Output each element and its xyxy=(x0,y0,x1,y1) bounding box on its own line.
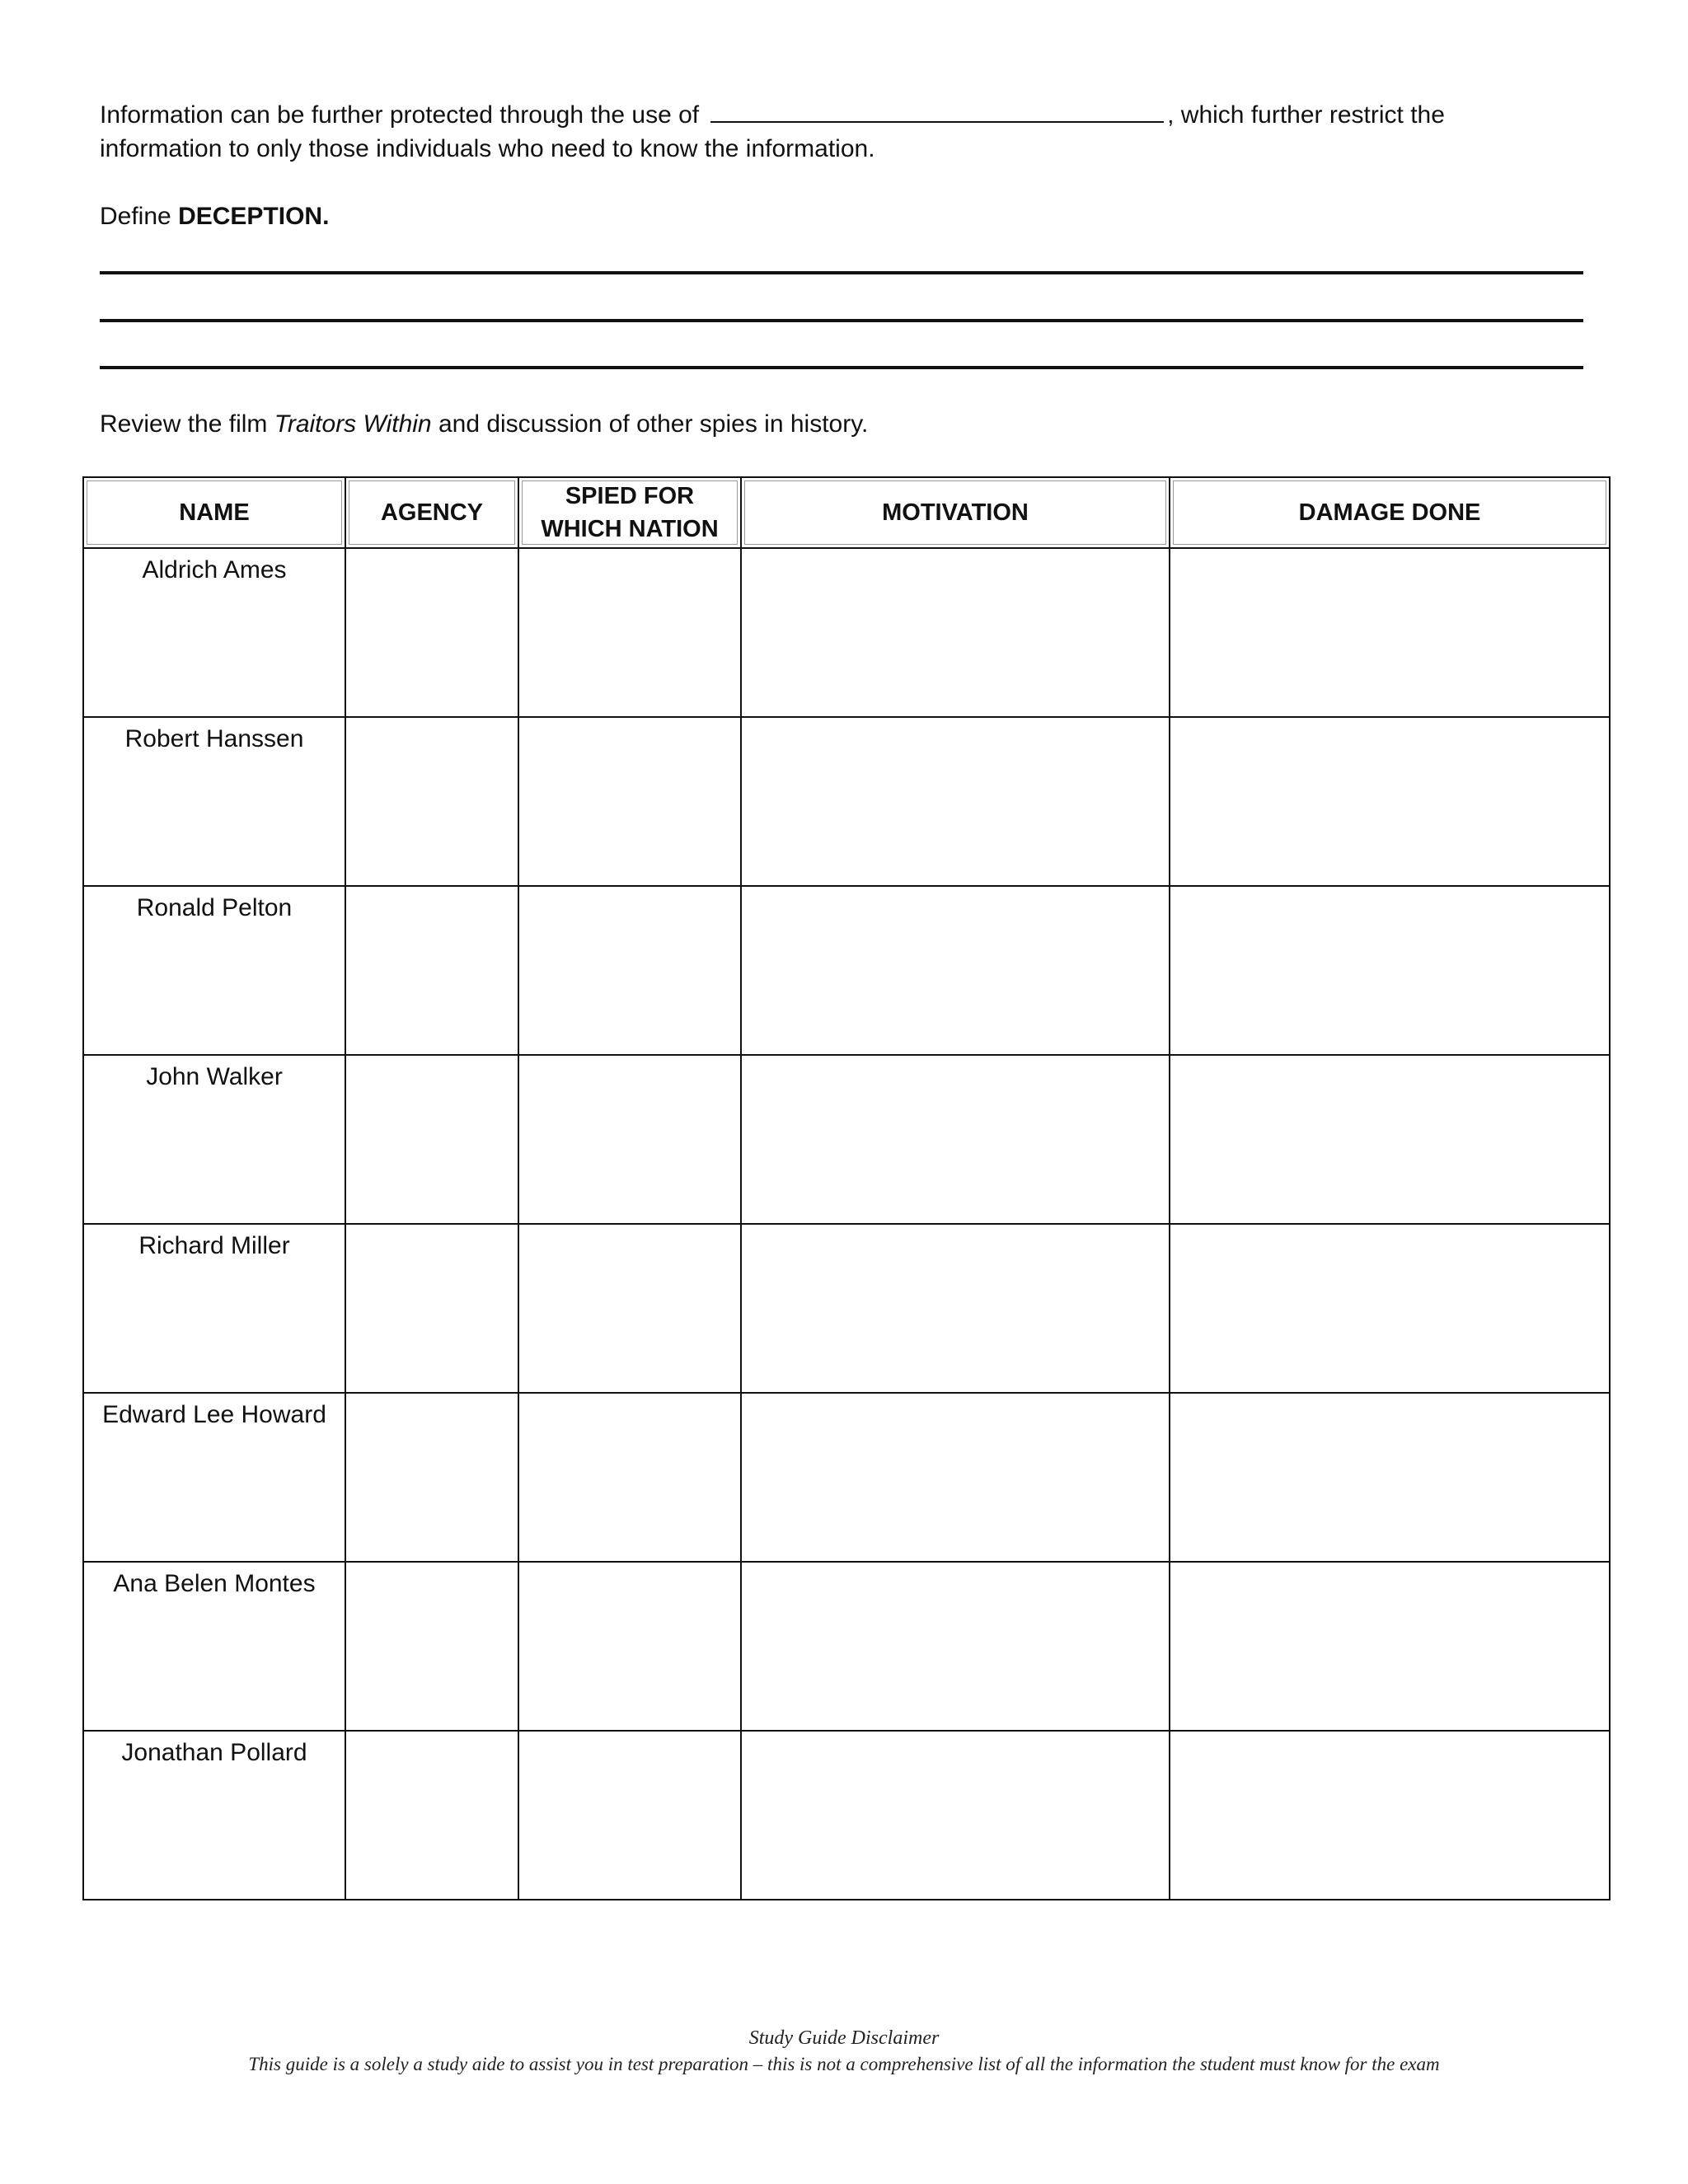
cell-damage[interactable] xyxy=(1170,1055,1610,1224)
cell-agency[interactable] xyxy=(345,1393,518,1562)
disclaimer-title: Study Guide Disclaimer xyxy=(748,2027,940,2049)
table-row xyxy=(83,717,1610,886)
table-row xyxy=(83,1562,1610,1731)
cell-name: Robert Hanssen xyxy=(83,717,345,886)
cell-name: Jonathan Pollard xyxy=(83,1731,345,1900)
answer-line-2[interactable] xyxy=(100,319,1583,322)
spy-table xyxy=(82,476,1611,1900)
cell-spied-for[interactable] xyxy=(518,1055,741,1224)
film-title: Traitors Within xyxy=(274,410,432,438)
answer-line-1[interactable] xyxy=(100,271,1583,274)
cell-motivation[interactable] xyxy=(741,886,1170,1055)
fill-in-blank[interactable] xyxy=(710,100,1164,123)
cell-damage[interactable] xyxy=(1170,886,1610,1055)
cell-damage[interactable] xyxy=(1170,717,1610,886)
review-text-before: Review the film xyxy=(100,410,274,438)
define-prefix: Define xyxy=(100,203,179,230)
cell-damage[interactable] xyxy=(1170,1562,1610,1731)
disclaimer-text: This guide is a solely a study aide to assist you in test preparation – this is not a comprehensive list of all the information the student must know for the exam xyxy=(248,2054,1440,2074)
cell-motivation[interactable] xyxy=(741,717,1170,886)
cell-motivation[interactable] xyxy=(741,1055,1170,1224)
cell-name: Ana Belen Montes xyxy=(83,1562,345,1731)
table-row xyxy=(83,548,1610,717)
cell-motivation[interactable] xyxy=(741,1562,1170,1731)
cell-damage[interactable] xyxy=(1170,1393,1610,1562)
table-row xyxy=(83,1731,1610,1900)
cell-spied-for[interactable] xyxy=(518,1731,741,1900)
header-spied-for-nation: SPIED FOR WHICH NATION xyxy=(518,477,741,548)
answer-line-3[interactable] xyxy=(100,366,1583,369)
cell-damage[interactable] xyxy=(1170,548,1610,717)
define-term: DECEPTION. xyxy=(178,203,330,230)
cell-name: Ronald Pelton xyxy=(83,886,345,1055)
cell-agency[interactable] xyxy=(345,548,518,717)
intro-text-after: , which further restrict the xyxy=(1167,101,1445,129)
header-motivation: MOTIVATION xyxy=(741,477,1170,548)
cell-damage[interactable] xyxy=(1170,1224,1610,1393)
cell-agency[interactable] xyxy=(345,1055,518,1224)
review-text-after: and discussion of other spies in history. xyxy=(431,410,869,438)
cell-agency[interactable] xyxy=(345,717,518,886)
cell-name: Edward Lee Howard xyxy=(83,1393,345,1562)
intro-text-line2: information to only those individuals who need to know the information. xyxy=(100,135,875,162)
cell-motivation[interactable] xyxy=(741,548,1170,717)
cell-motivation[interactable] xyxy=(741,1731,1170,1900)
intro-text-before: Information can be further protected through the use of xyxy=(100,101,700,129)
cell-damage[interactable] xyxy=(1170,1731,1610,1900)
cell-agency[interactable] xyxy=(345,1562,518,1731)
table-row xyxy=(83,886,1610,1055)
cell-name: Aldrich Ames xyxy=(83,548,345,717)
table-row xyxy=(83,1224,1610,1393)
header-name: NAME xyxy=(83,477,345,548)
table-row xyxy=(83,1393,1610,1562)
intro-paragraph xyxy=(100,98,1583,166)
cell-spied-for[interactable] xyxy=(518,1562,741,1731)
define-prompt xyxy=(100,199,1583,233)
cell-agency[interactable] xyxy=(345,1224,518,1393)
header-damage-done: DAMAGE DONE xyxy=(1170,477,1610,548)
cell-spied-for[interactable] xyxy=(518,548,741,717)
cell-motivation[interactable] xyxy=(741,1393,1170,1562)
review-prompt xyxy=(100,407,1583,441)
cell-name: Richard Miller xyxy=(83,1224,345,1393)
cell-agency[interactable] xyxy=(345,886,518,1055)
cell-spied-for[interactable] xyxy=(518,1224,741,1393)
cell-name: John Walker xyxy=(83,1055,345,1224)
cell-agency[interactable] xyxy=(345,1731,518,1900)
table-row xyxy=(83,1055,1610,1224)
cell-spied-for[interactable] xyxy=(518,886,741,1055)
header-agency: AGENCY xyxy=(345,477,518,548)
table-header-row xyxy=(83,477,1610,548)
cell-motivation[interactable] xyxy=(741,1224,1170,1393)
cell-spied-for[interactable] xyxy=(518,717,741,886)
cell-spied-for[interactable] xyxy=(518,1393,741,1562)
